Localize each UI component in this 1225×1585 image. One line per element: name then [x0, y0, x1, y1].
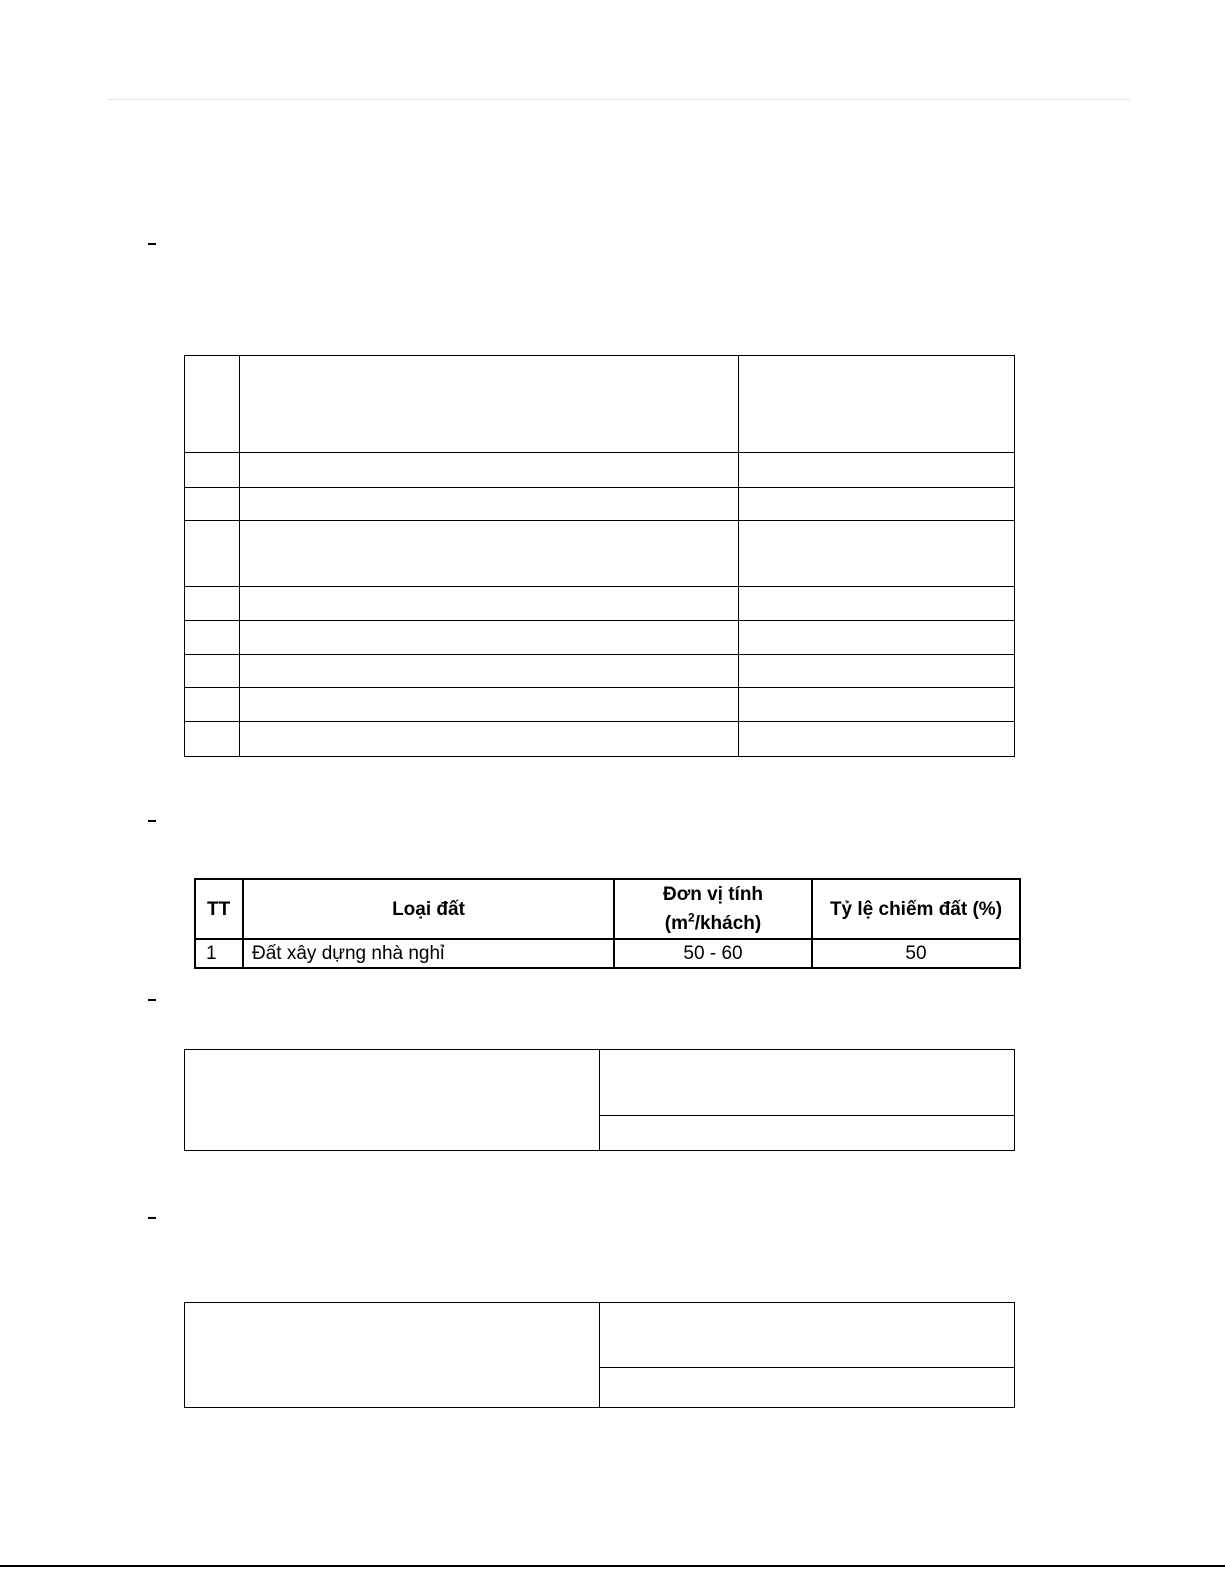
table-1-row-divider — [184, 452, 1015, 453]
table-4-row-divider — [599, 1367, 1015, 1368]
header-don-vi-sup: 2 — [688, 910, 695, 925]
table-1-row-divider — [184, 620, 1015, 621]
header-tt: TT — [195, 879, 243, 939]
table-1-col-divider — [239, 355, 240, 757]
table-1-row-divider — [184, 687, 1015, 688]
header-don-vi-line1: Đơn vị tính — [662, 884, 764, 905]
table-1-row-divider — [184, 586, 1015, 587]
cell-tt: 1 — [195, 939, 243, 968]
header-loai-dat: Loại đất — [243, 879, 614, 939]
bullet-dash-2 — [148, 820, 156, 822]
header-don-vi-post: /khách) — [694, 913, 762, 934]
bullet-dash-3 — [148, 999, 156, 1001]
table-4-col-divider — [599, 1302, 600, 1408]
header-don-vi-tinh — [614, 879, 812, 939]
table-3-col-divider — [599, 1049, 600, 1151]
page-header-rule — [108, 99, 1130, 100]
cell-ty-le: 50 — [812, 939, 1020, 968]
table-1 — [184, 355, 1015, 757]
header-ty-le: Tỷ lệ chiếm đất (%) — [812, 879, 1020, 939]
table-header-row — [195, 879, 1020, 939]
header-don-vi-pre: (m — [664, 913, 688, 934]
table-1-col-divider — [738, 355, 739, 757]
bullet-dash-1 — [148, 243, 156, 245]
table-1-row-divider — [184, 487, 1015, 488]
land-use-table — [194, 878, 1021, 969]
cell-don-vi: 50 - 60 — [614, 939, 812, 968]
table-1-row-divider — [184, 721, 1015, 722]
cell-loai-dat: Đất xây dựng nhà nghỉ — [243, 939, 614, 968]
table-1-row-divider — [184, 520, 1015, 521]
table-3-row-divider — [599, 1115, 1015, 1116]
table-row — [195, 939, 1020, 968]
bullet-dash-4 — [148, 1217, 156, 1219]
page-bottom-rule — [0, 1565, 1225, 1567]
table-1-row-divider — [184, 654, 1015, 655]
